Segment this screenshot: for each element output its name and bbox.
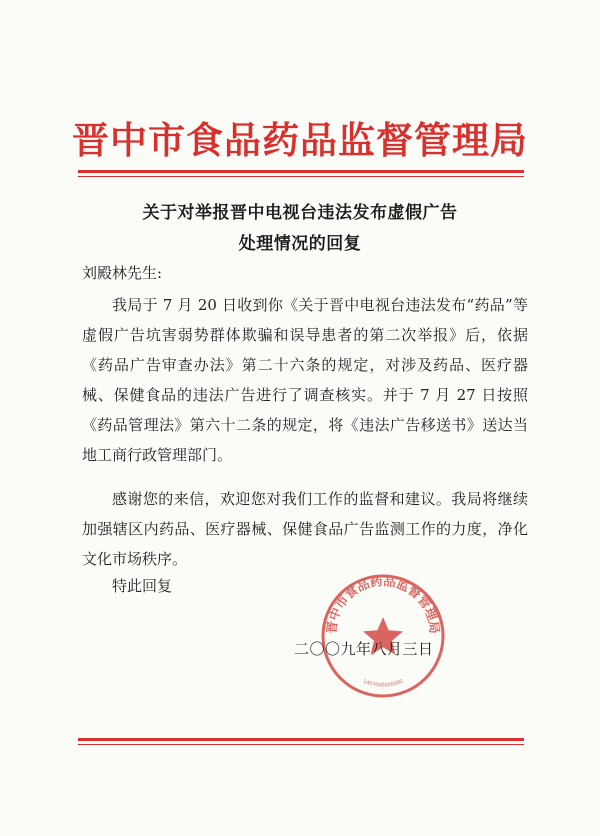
body-paragraph-1: 我局于 7 月 20 日收到你《关于晋中电视台违法发布“药品”等虚假广告坑害弱势群体欺骗和误导患者的第二次举报》后，依据《药品广告审查办法》第二十六条的规定，对涉及药品、医疗器械、保健食品的违法广告进行了调查核实。并于 7 月 27 日按照《药品管理法》第六十二条的规定，将《违法广告移送书》送达当地工商行政管理部门。 — [82, 296, 528, 464]
letterhead-title: 晋中市食品药品监督管理局 — [72, 118, 528, 162]
salutation: 刘殿林先生: — [82, 264, 163, 282]
letterhead-rule-top-thin — [78, 176, 524, 177]
body-paragraph-2: 感谢您的来信，欢迎您对我们工作的监督和建议。我局将继续加强辖区内药品、医疗器械、保健食品广告监测工作的力度，净化文化市场秩序。 — [82, 490, 528, 568]
letterhead-rule-top — [78, 170, 524, 173]
closing-remark: 特此回复 — [112, 577, 173, 595]
subject-line-1: 关于对举报晋中电视台违法发布虚假广告 — [142, 203, 458, 223]
footer-rule-thick — [78, 738, 524, 741]
subject-line-2: 处理情况的回复 — [238, 234, 362, 254]
seal-text: 晋中市食品药品监督管理局 — [323, 573, 443, 635]
official-seal — [318, 571, 448, 701]
seal-number: 1407000000000 — [362, 678, 404, 689]
letter-date: 二〇〇九年八月三日 — [294, 640, 434, 658]
footer-rule-thin — [78, 744, 524, 745]
